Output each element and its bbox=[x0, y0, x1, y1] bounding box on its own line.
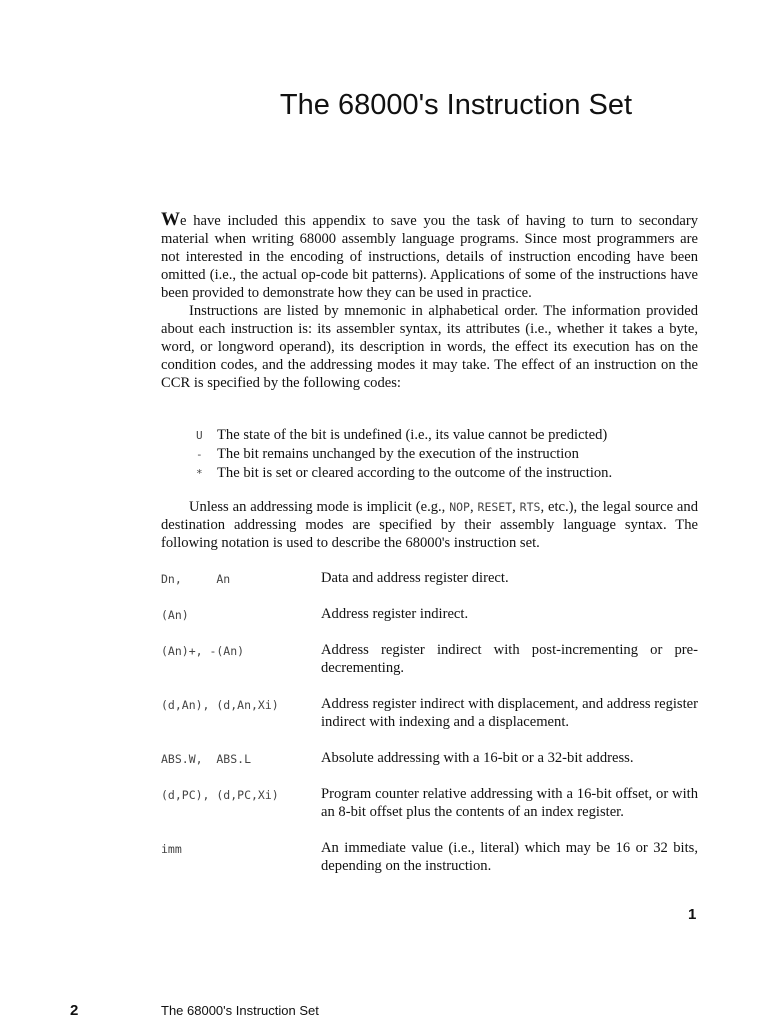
notation-text-after: , etc.), the legal source and destination addressing modes are specified by their assembly language syntax. The following notation is used to describe the 68000's instruction set. bbox=[161, 499, 699, 551]
footer-page-number: 2 bbox=[70, 1002, 79, 1019]
ccr-code-symbol: - bbox=[196, 448, 203, 461]
mode-row bbox=[161, 749, 698, 768]
intro-paragraph bbox=[161, 211, 698, 392]
mode-description: Address register indirect. bbox=[321, 606, 469, 622]
mode-term: imm bbox=[161, 842, 182, 856]
footer-running-title: The 68000's Instruction Set bbox=[161, 1003, 319, 1018]
second-paragraph-text: Instructions are listed by mnemonic in alphabetical order. The information provided about each instruction is: its assembler syntax, its attributes (i.e., whether it takes a byte, word, or longword operand), its description in words, the effect its execution has on the condition codes, and the addressing modes it may take. The effect of an instruction on the CCR is specified by the following codes: bbox=[161, 303, 698, 391]
mode-term: (An) bbox=[161, 608, 189, 622]
ccr-code-symbol: * bbox=[196, 467, 203, 480]
mode-description: Data and address register direct. bbox=[321, 570, 509, 586]
addressing-mode-table bbox=[161, 569, 698, 875]
mode-description: Absolute addressing with a 16-bit or a 32-bit address. bbox=[321, 750, 634, 766]
ccr-code-text: The bit is set or cleared according to the outcome of the instruction. bbox=[217, 465, 613, 481]
notation-text-before: Unless an addressing mode is implicit (e.g., bbox=[189, 499, 450, 515]
mode-term: (An)+, -(An) bbox=[161, 644, 245, 658]
code-rts: RTS bbox=[519, 500, 541, 514]
intro-text: e have included this appendix to save you the task of having to turn to secondary material when writing 68000 assembly language programs. Since most programmers are not interested in the encoding of instructions, details of instruction encoding have been omitted (i.e., the actual op-code bit patterns). Applications of some of the instructions have been provided to demonstrate how they can be used in practice. bbox=[161, 213, 698, 301]
ccr-code-list bbox=[194, 426, 694, 483]
mode-term: Dn, An bbox=[161, 572, 231, 586]
ccr-code-text: The bit remains unchanged by the execution of the instruction bbox=[217, 446, 579, 462]
separator: , bbox=[512, 499, 520, 515]
mode-row bbox=[161, 695, 698, 731]
ccr-code-item bbox=[194, 464, 694, 483]
ccr-code-item bbox=[194, 426, 694, 445]
mode-row bbox=[161, 839, 698, 875]
separator: , bbox=[469, 499, 478, 515]
mode-row bbox=[161, 605, 698, 624]
page-marker: 1 bbox=[688, 906, 697, 923]
page-title: The 68000's Instruction Set bbox=[279, 89, 633, 122]
mode-description: Address register indirect with displacement, and address register indirect with indexing and a displacement. bbox=[321, 696, 698, 730]
mode-row bbox=[161, 641, 698, 677]
mode-description: Program counter relative addressing with a 16-bit offset, or with an 8-bit offset plus the contents of an index register. bbox=[321, 786, 698, 820]
code-nop: NOP bbox=[449, 500, 470, 514]
ccr-code-item bbox=[194, 445, 694, 464]
ccr-code-symbol: U bbox=[196, 429, 203, 442]
mode-term: ABS.W, ABS.L bbox=[161, 752, 252, 766]
mode-term: (d,An), (d,An,Xi) bbox=[161, 698, 279, 712]
code-reset: RESET bbox=[477, 500, 513, 514]
second-paragraph bbox=[161, 303, 698, 391]
mode-row bbox=[161, 785, 698, 821]
mode-description: An immediate value (i.e., literal) which may be 16 or 32 bits, depending on the instruction. bbox=[321, 840, 698, 874]
mode-row bbox=[161, 569, 698, 588]
drop-cap: W bbox=[161, 209, 180, 230]
mode-term: (d,PC), (d,PC,Xi) bbox=[161, 788, 279, 802]
ccr-code-text: The state of the bit is undefined (i.e., its value cannot be predicted) bbox=[217, 427, 608, 443]
mode-description: Address register indirect with post-incrementing or pre-decrementing. bbox=[321, 642, 698, 676]
notation-paragraph bbox=[161, 498, 698, 552]
